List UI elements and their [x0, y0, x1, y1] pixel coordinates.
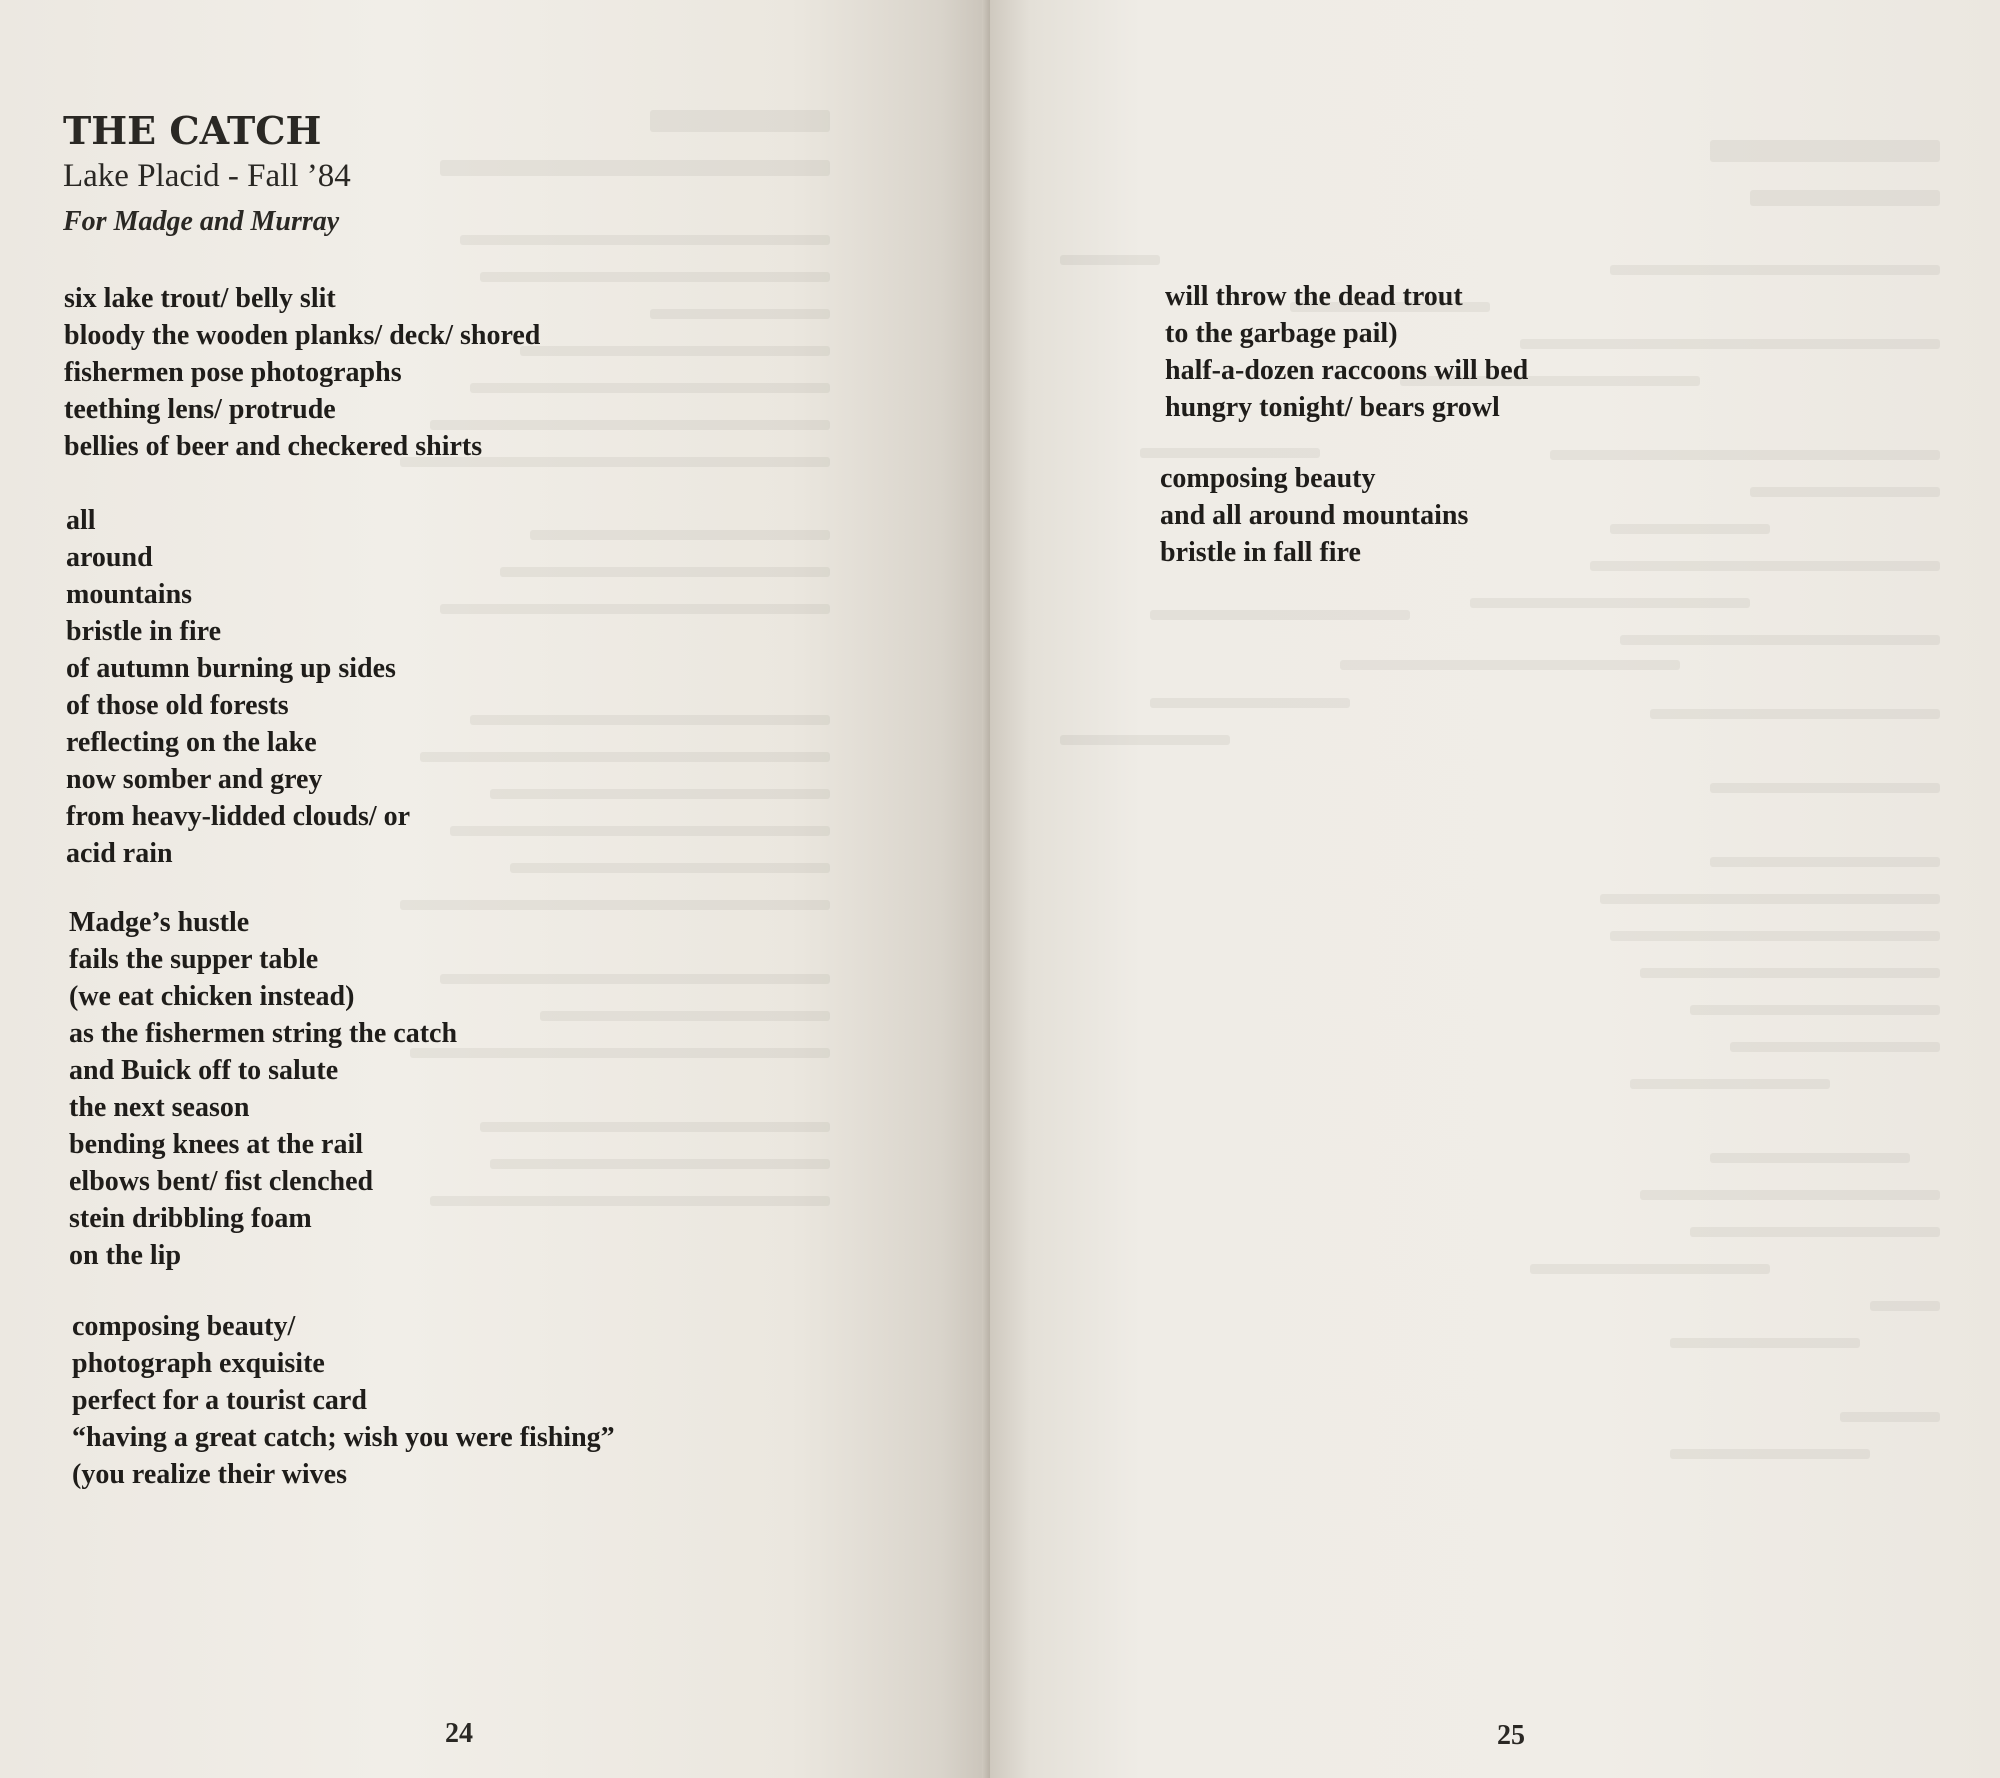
poem-line: photograph exquisite	[72, 1348, 325, 1379]
poem-dedication: For Madge and Murray	[63, 206, 340, 237]
poem-line: composing beauty/	[72, 1311, 296, 1342]
stanza-3	[69, 904, 457, 1274]
poem-title: THE CATCH	[63, 108, 322, 153]
poem-line: will throw the dead trout	[1165, 281, 1463, 312]
poem-line: reflecting on the lake	[66, 727, 317, 758]
poem-line: teething lens/ protrude	[64, 394, 336, 425]
poem-line: from heavy-lidded clouds/ or	[66, 801, 411, 832]
right-page	[990, 0, 2000, 1778]
poem-line: now somber and grey	[66, 764, 323, 795]
poem-line: stein dribbling foam	[69, 1203, 312, 1234]
poem-line: acid rain	[66, 838, 173, 869]
poem-line: of those old forests	[66, 690, 289, 721]
poem-line: and Buick off to salute	[69, 1055, 339, 1086]
poem-line: hungry tonight/ bears growl	[1165, 392, 1500, 423]
poem-line: as the fishermen string the catch	[69, 1018, 458, 1049]
page-number-right: 25	[1497, 1720, 1525, 1751]
poem-line: composing beauty	[1160, 463, 1376, 494]
poem-line: to the garbage pail)	[1165, 318, 1398, 349]
poem-line: bellies of beer and checkered shirts	[64, 431, 483, 462]
poem-line: perfect for a tourist card	[72, 1385, 367, 1416]
poem-line: Madge’s hustle	[69, 907, 250, 938]
poem-line: fails the supper table	[69, 944, 319, 975]
stanza-2	[66, 502, 410, 872]
poem-line: around	[66, 542, 153, 573]
poem-line: bloody the wooden planks/ deck/ shored	[64, 320, 541, 351]
poem-line: and all around mountains	[1160, 500, 1469, 531]
stanza-1	[64, 280, 540, 465]
stanza-6	[1160, 460, 1468, 571]
poem-line: elbows bent/ fist clenched	[69, 1166, 374, 1197]
poem-line: bending knees at the rail	[69, 1129, 364, 1160]
poem-line: of autumn burning up sides	[66, 653, 396, 684]
poem-line: fishermen pose photographs	[64, 357, 402, 388]
poem-line: bristle in fall fire	[1160, 537, 1361, 568]
poem-line: half-a-dozen raccoons will bed	[1165, 355, 1529, 386]
poem-line: the next season	[69, 1092, 250, 1123]
poem-subtitle: Lake Placid - Fall ’84	[63, 158, 351, 194]
poem-line: six lake trout/ belly slit	[64, 283, 336, 314]
poem-line: mountains	[66, 579, 193, 610]
left-page	[0, 0, 990, 1778]
poem-line: bristle in fire	[66, 616, 222, 647]
poem-line: (you realize their wives	[72, 1459, 348, 1490]
page-number-left: 24	[445, 1718, 473, 1749]
stanza-5	[1165, 278, 1528, 426]
poem-line: (we eat chicken instead)	[69, 981, 355, 1012]
poem-line: “having a great catch; wish you were fishing”	[72, 1422, 615, 1453]
stanza-4	[72, 1308, 615, 1493]
poem-line: on the lip	[69, 1240, 182, 1271]
poem-line: all	[66, 505, 96, 536]
